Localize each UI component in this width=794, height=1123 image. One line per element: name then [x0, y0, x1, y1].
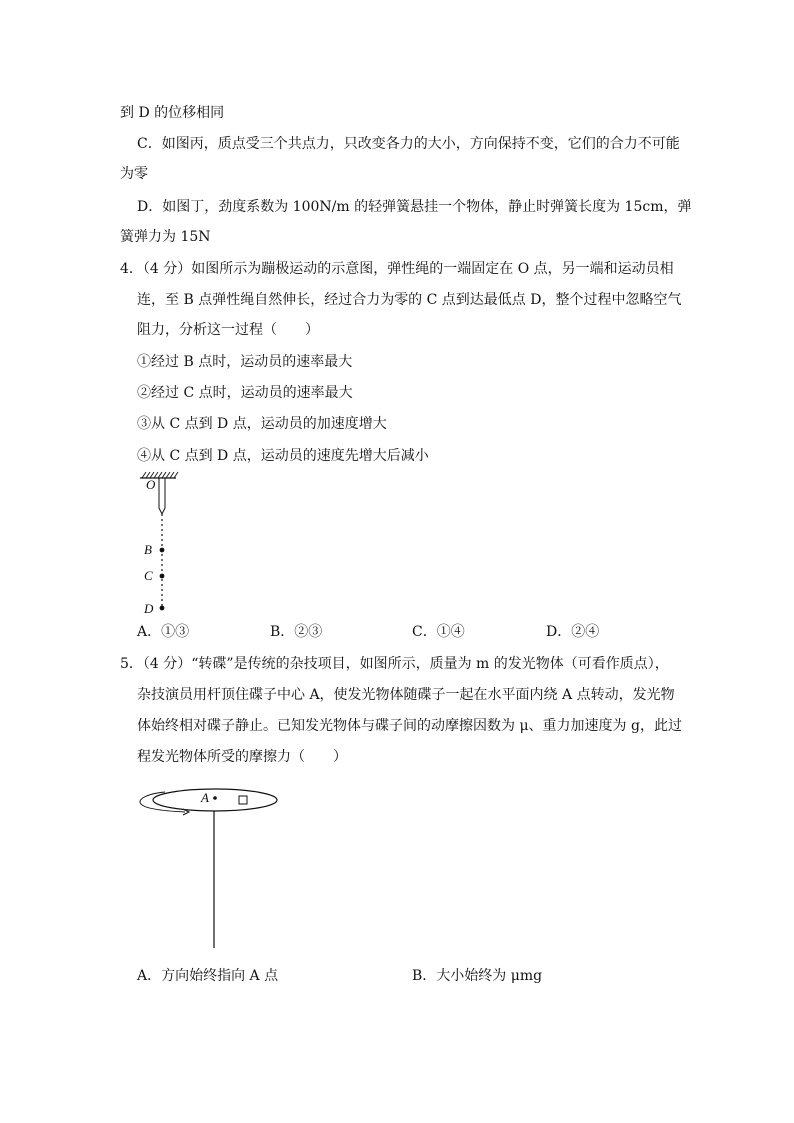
- q4-stem-line2: 连，至 B 点弹性绳自然伸长，经过合力为零的 C 点到达最低点 D，整个过程中忽略空气: [137, 292, 682, 308]
- q4-option-c[interactable]: C．①④: [412, 624, 465, 640]
- label-b: B: [144, 542, 152, 557]
- q3-option-c-line2: 为零: [120, 166, 148, 182]
- q3-option-d-line2: 簧弹力为 15N: [120, 229, 211, 245]
- q4-option-b[interactable]: B．②③: [270, 624, 323, 640]
- q5-stem-line4: 程发光物体所受的摩擦力（ ）: [137, 749, 347, 765]
- point-a: [213, 796, 217, 800]
- q5-stem-line2: 杂技演员用杆顶住碟子中心 A，使发光物体随碟子一起在水平面内绕 A 点转动，发光物: [137, 687, 675, 703]
- q4-statement-4: ④从 C 点到 D 点，运动员的速度先增大后减小: [137, 448, 429, 464]
- q4-statement-3: ③从 C 点到 D 点，运动员的加速度增大: [137, 416, 387, 432]
- q3-option-c-line1: C．如图丙，质点受三个共点力，只改变各力的大小，方向保持不变，它们的合力不可能: [137, 136, 680, 152]
- bungee-figure: [130, 468, 190, 618]
- q5-stem-line1: 5．（4 分）“转碟”是传统的杂技项目，如图所示，质量为 m 的发光物体（可看作质点），: [120, 656, 669, 672]
- point-c: [160, 574, 165, 579]
- q4-statement-1: ①经过 B 点时，运动员的速率最大: [137, 354, 353, 370]
- label-a: A: [201, 790, 209, 805]
- label-d: D: [144, 601, 154, 616]
- q4-statement-2: ②经过 C 点时，运动员的速率最大: [137, 385, 353, 401]
- q5-option-b[interactable]: B．大小始终为 μmg: [412, 968, 543, 984]
- point-b: [160, 548, 165, 553]
- q4-stem-line3: 阻力，分析这一过程（ ）: [137, 322, 319, 338]
- elastic-rope-slack: [159, 478, 165, 514]
- glowing-object: [239, 796, 247, 804]
- plate-ellipse: [153, 789, 277, 811]
- q5-option-a[interactable]: A．方向始终指向 A 点: [137, 968, 279, 984]
- q4-option-a[interactable]: A．①③: [137, 624, 190, 640]
- q4-option-d[interactable]: D．②④: [546, 624, 600, 640]
- q4-stem-line1: 4．（4 分）如图所示为蹦极运动的示意图，弹性绳的一端固定在 O 点，另一端和运动员相: [120, 261, 674, 277]
- point-d: [160, 606, 165, 611]
- spinning-plate-figure: [135, 780, 285, 952]
- label-c: C: [144, 568, 153, 583]
- q5-stem-line3: 体始终相对碟子静止。已知发光物体与碟子间的动摩擦因数为 μ、重力加速度为 g，此过: [137, 718, 682, 734]
- q3-option-d-line1: D．如图丁，劲度系数为 100N/m 的轻弹簧悬挂一个物体，静止时弹簧长度为 15cm，弹: [137, 199, 692, 215]
- label-o: O: [146, 477, 156, 492]
- q3-text-line: 到 D 的位移相同: [120, 105, 225, 121]
